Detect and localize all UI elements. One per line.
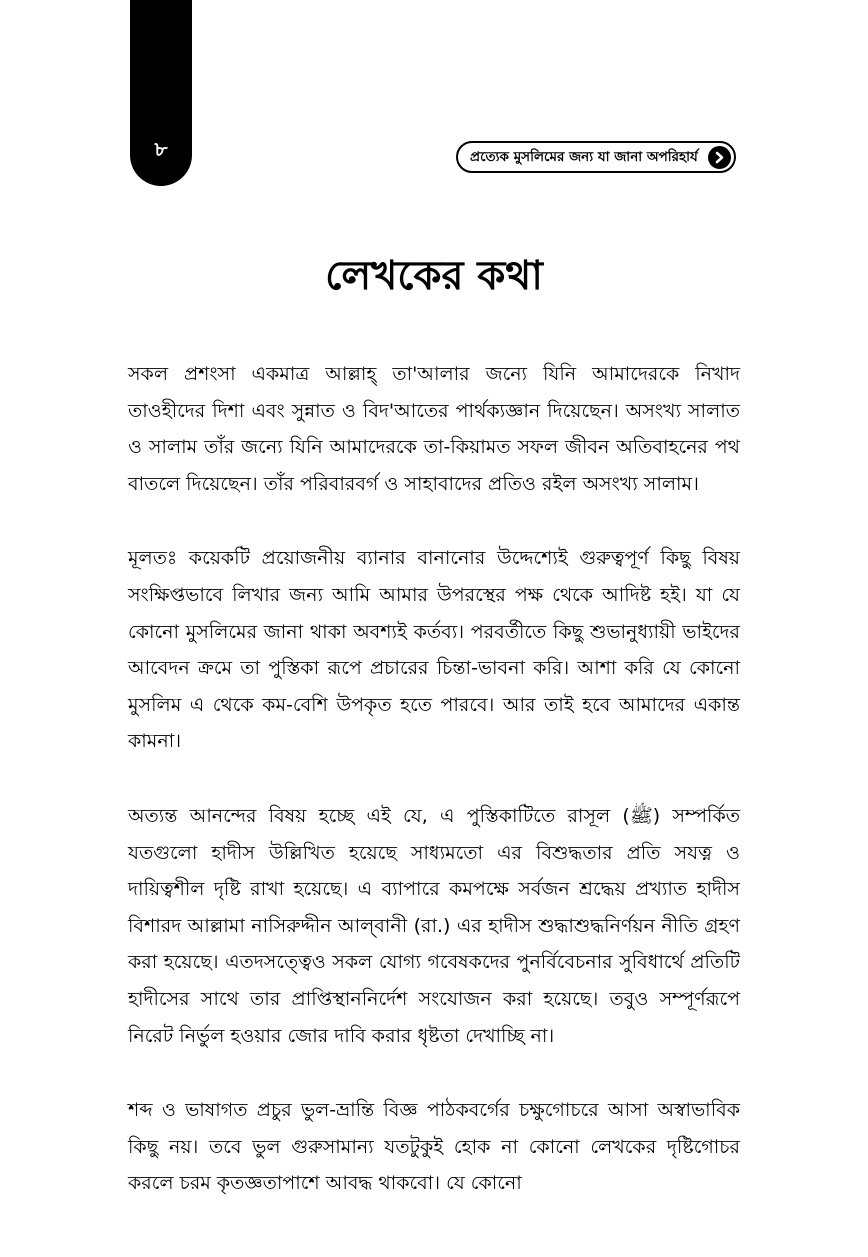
running-header-text: প্রত্যেক মুসলিমের জন্য যা জানা অপরিহার্য bbox=[470, 148, 698, 165]
page-number-tab bbox=[130, 0, 192, 186]
page-number: ৮ bbox=[154, 137, 168, 161]
paragraph-4: শব্দ ও ভাষাগত প্রচুর ভুল-ভ্রান্তি বিজ্ঞ পাঠকবর্গের চক্ষুগোচরে আসা অস্বাভাবিক কিছু নয়। তবে ভুল গুরুসামান্য যতটুকুই হোক না কোনো লেখকের দৃষ্টিগোচর করলে চরম কৃতজ্ঞতাপাশে আবদ্ধ থাকবো। যে কোনো bbox=[128, 1099, 740, 1195]
chevron-right-icon bbox=[708, 146, 731, 169]
paragraph-2: মূলতঃ কয়েকটি প্রয়োজনীয় ব্যানার বানানোর উদ্দেশ্যেই গুরুত্বপূর্ণ কিছু বিষয় সংক্ষিপ্তভাবে লিখার জন্য আমি আমার উপরস্থের পক্ষ থেকে আদিষ্ট হই। যা যে কোনো মুসলিমের জানা থাকা অবশ্যই কর্তব্য। পরবর্তীতে কিছু শুভানুধ্যায়ী ভাইদের আবেদন ক্রমে তা পুস্তিকা রূপে প্রচারের চিন্তা-ভাবনা করি। আশা করি যে কোনো মুসলিম এ থেকে কম-বেশি উপকৃত হতে পারবে। আর তাই হবে আমাদের একান্ত কামনা। bbox=[128, 547, 740, 753]
body-text bbox=[128, 356, 740, 1240]
running-header bbox=[456, 141, 736, 173]
page-title: লেখকের কথা bbox=[325, 253, 543, 299]
paragraph-1: সকল প্রশংসা একমাত্র আল্লাহ্‌ তা'আলার জন্যে যিনি আমাদেরকে নিখাদ তাওহীদের দিশা এবং সুন্নাত ও বিদ'আতের পার্থক্যজ্ঞান দিয়েছেন। অসংখ্য সালাত ও সালাম তাঁর জন্যে যিনি আমাদেরকে তা-কিয়ামত সফল জীবন অতিবাহনের পথ বাতলে দিয়েছেন। তাঁর পরিবারবর্গ ও সাহাবাদের প্রতিও রইল অসংখ্য সালাম। bbox=[128, 363, 740, 495]
paragraph-3: অত্যন্ত আনন্দের বিষয় হচ্ছে এই যে, এ পুস্তিকাটিতে রাসূল (ﷺ) সম্পর্কিত যতগুলো হাদীস উল্লিখিত হয়েছে সাধ্যমতো এর বিশুদ্ধতার প্রতি সযত্ন ও দায়িত্বশীল দৃষ্টি রাখা হয়েছে। এ ব্যাপারে কমপক্ষে সর্বজন শ্রদ্ধেয় প্রখ্যাত হাদীস বিশারদ আল্লামা নাসিরুদ্দীন আল্‌বানী (রা.) এর হাদীস শুদ্ধাশুদ্ধনির্ণয়ন নীতি গ্রহণ করা হয়েছে। এতদসত্ত্বেও সকল যোগ্য গবেষকদের পুনর্বিবেচনার সুবিধার্থে প্রতিটি হাদীসের সাথে তার প্রাপ্তিস্থাননির্দেশ সংযোজন করা হয়েছে। তবুও সম্পূর্ণরূপে নিরেট নির্ভুল হওয়ার জোর দাবি করার ধৃষ্টতা দেখাচ্ছি না। bbox=[128, 804, 740, 1047]
